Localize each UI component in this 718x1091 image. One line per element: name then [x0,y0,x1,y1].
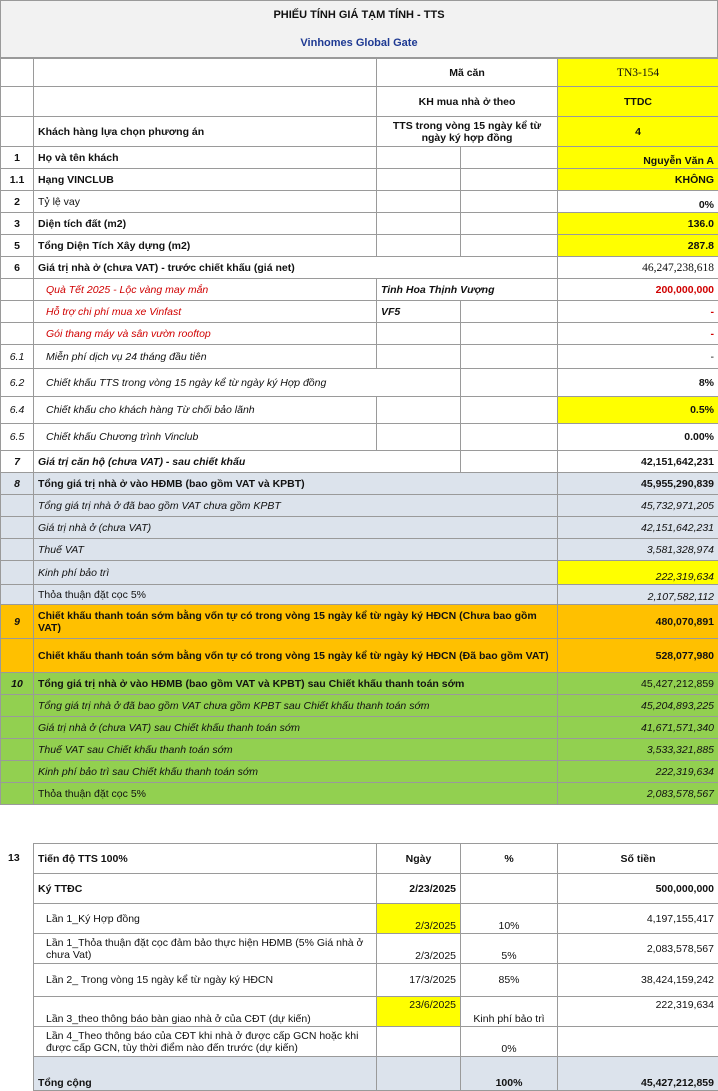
row-label: Tổng giá trị nhà ở đã bao gồm VAT chưa gồm KPBT [34,495,558,517]
row-label: Kinh phí bảo trì [34,561,558,585]
free-service-value: - [558,345,718,369]
schedule-label: Ký TTĐC [34,874,377,904]
row-no: 7 [1,451,34,473]
row-label: Chiết khấu thanh toán sớm bằng vốn tự có trong vòng 15 ngày kể từ ngày ký HĐCN (Chưa bao gồm VAT) [34,605,558,639]
header-date: Ngày [377,844,461,874]
row-price-no-vat [1,517,718,539]
row-price-after-discount [1,451,718,473]
row-land-area [1,213,718,235]
header-pct: % [461,844,558,874]
schedule-row [34,904,718,934]
schedule-pct: 5% [461,934,558,964]
cell-empty [1,517,34,539]
price-novat-after-early-value: 41,671,571,340 [558,717,718,739]
schedule-row [34,874,718,904]
maintenance-after-early-value: 222,319,634 [558,761,718,783]
schedule-pct [461,874,558,904]
total-vat-after-early-value: 45,204,893,225 [558,695,718,717]
schedule-pct: 10% [461,904,558,934]
row-total-hdmb [1,473,718,495]
row-discount-guarantee [1,397,718,424]
row-price-novat-after-early [1,717,718,739]
header-label: Tiến độ TTS 100% [34,844,377,874]
row-total-vat-no-kpbt [1,495,718,517]
schedule-row [34,1027,718,1057]
row-kh [1,87,718,117]
cell-empty [1,695,34,717]
cell-empty [377,147,461,169]
gift-vinfast-option[interactable]: VF5 [377,301,461,323]
project-name [0,29,718,58]
row-no: 6.5 [1,424,34,451]
schedule-row [34,997,718,1027]
discount-tts-value: 8% [558,369,718,397]
early-discount-vat-value: 528,077,980 [558,639,718,673]
schedule-label: Lần 2_ Trong vòng 15 ngày kể từ ngày ký HĐCN [34,964,377,997]
cell-empty [1,323,34,345]
row-vat-after-early [1,739,718,761]
row-deposit-after-early [1,783,718,805]
vinclub-value[interactable]: KHÔNG [558,169,718,191]
schedule-total [34,1057,718,1091]
schedule-label: Lần 3_theo thông báo bàn giao nhà ở của CĐT (dự kiến) [34,997,377,1027]
row-label: Chiết khấu cho khách hàng Từ chối bảo lãnh [34,397,377,424]
row-label: Thuế VAT [34,539,558,561]
row-no: 8 [1,473,34,495]
cell-empty [1,59,34,87]
cell-empty [377,397,461,424]
row-loan-rate [1,191,718,213]
land-area-value[interactable]: 136.0 [558,213,718,235]
cell-empty [461,369,558,397]
cell-empty [1,585,34,605]
row-label: Quà Tết 2025 - Lộc vàng may mắn [34,279,377,301]
cell-empty [461,147,558,169]
row-label: Họ và tên khách [34,147,377,169]
schedule-amount: 500,000,000 [558,874,718,904]
row-label: Chiết khấu TTS trong vòng 15 ngày kể từ ngày ký Hợp đồng [34,369,461,397]
row-no: 1 [1,147,34,169]
row-label: Thỏa thuận đặt cọc 5% [34,585,558,605]
discount-vinclub-value: 0.00% [558,424,718,451]
row-label: Chiết khấu thanh toán sớm bằng vốn tự có trong vòng 15 ngày kể từ ngày ký HĐCN (Đã bao gồm VAT) [34,639,558,673]
row-gift-rooftop [1,323,718,345]
cell-empty [377,323,461,345]
row-no: 6.4 [1,397,34,424]
schedule-date[interactable]: 2/3/2025 [377,904,461,934]
maintenance-value[interactable]: 222,319,634 [558,561,718,585]
cell-empty [1,495,34,517]
sheet-title [0,0,718,30]
row-discount-tts [1,369,718,397]
schedule-date[interactable]: 23/6/2025 [377,997,461,1027]
cell-empty [461,424,558,451]
schedule-label: Lần 4_Theo thông báo của CĐT khi nhà ở được cấp GCN hoặc khi được cấp GCN, tùy thời điểm nào đến trước (dự kiến) [34,1027,377,1057]
cell-empty [377,345,461,369]
kh-value[interactable]: TTDC [558,87,718,117]
row-no: 10 [1,673,34,695]
cell-empty [461,235,558,257]
build-area-value[interactable]: 287.8 [558,235,718,257]
vat-value: 3,581,328,974 [558,539,718,561]
cell-empty [1,301,34,323]
row-no: 6.2 [1,369,34,397]
row-label: Giá trị nhà ở (chưa VAT) - trước chiết khấu (giá net) [34,257,558,279]
schedule-date[interactable]: 17/3/2025 [377,964,461,997]
gift-tet-option[interactable]: Tinh Hoa Thịnh Vượng [377,279,558,301]
row-free-service [1,345,718,369]
cell-empty [1,739,34,761]
row-maintenance [1,561,718,585]
net-price-value: 46,247,238,618 [558,257,718,279]
schedule-pct: 0% [461,1027,558,1057]
schedule-amount [558,1027,718,1057]
loan-rate-value[interactable]: 0% [558,191,718,213]
ma-can-label: Mã căn [377,59,558,87]
schedule-amount: 222,319,634 [558,997,718,1027]
cell-empty [1,87,34,117]
row-gift-vinfast [1,301,718,323]
cell-empty [461,323,558,345]
row-label: Tổng giá trị nhà ở đã bao gồm VAT chưa gồm KPBT sau Chiết khấu thanh toán sớm [34,695,558,717]
gift-rooftop-value: - [558,323,718,345]
row-label: Tổng giá trị nhà ở vào HĐMB (bao gồm VAT và KPBT) [34,473,558,495]
row-vinclub [1,169,718,191]
row-label: Diện tích đất (m2) [34,213,377,235]
deposit-after-early-value: 2,083,578,567 [558,783,718,805]
row-discount-vinclub [1,424,718,451]
option-value[interactable]: 4 [558,117,718,147]
schedule-date[interactable] [377,1027,461,1057]
row-label: Hạng VINCLUB [34,169,377,191]
cell-empty [461,213,558,235]
row-label: Tỷ lệ vay [34,191,377,213]
schedule-table [33,843,718,1091]
row-early-discount-novat [1,605,718,639]
schedule-row [34,964,718,997]
customer-name-value[interactable]: Nguyễn Văn A [558,147,718,169]
discount-guarantee-value[interactable]: 0.5% [558,397,718,424]
project-name-text: Vinhomes Global Gate [300,37,417,49]
cell-empty [1,117,34,147]
option-desc: TTS trong vòng 15 ngày kể từ ngày ký hợp đồng [377,117,558,147]
schedule-amount: 4,197,155,417 [558,904,718,934]
row-maintenance-after-early [1,761,718,783]
option-label: Khách hàng lựa chọn phương án [34,117,377,147]
row-label: Giá trị nhà ở (chưa VAT) sau Chiết khấu thanh toán sớm [34,717,558,739]
price-table [0,58,718,805]
row-label: Tổng Diện Tích Xây dựng (m2) [34,235,377,257]
row-label: Miễn phí dịch vụ 24 tháng đầu tiên [34,345,377,369]
row-label: Giá trị căn hộ (chưa VAT) - sau chiết khấu [34,451,461,473]
cell-empty [1,561,34,585]
total-after-early-value: 45,427,212,859 [558,673,718,695]
row-total-vat-after-early [1,695,718,717]
cell-empty [461,397,558,424]
cell-empty [461,169,558,191]
gift-vinfast-value: - [558,301,718,323]
row-label: Hỗ trợ chi phí mua xe Vinfast [34,301,377,323]
schedule-date[interactable]: 2/3/2025 [377,934,461,964]
vat-after-early-value: 3,533,321,885 [558,739,718,761]
row-label: Thỏa thuận đặt cọc 5% [34,783,558,805]
row-net-price [1,257,718,279]
cell-empty [377,213,461,235]
row-no: 5 [1,235,34,257]
schedule-pct: 85% [461,964,558,997]
row-label: Giá trị nhà ở (chưa VAT) [34,517,558,539]
row-label: Thuế VAT sau Chiết khấu thanh toán sớm [34,739,558,761]
schedule-date[interactable]: 2/23/2025 [377,874,461,904]
row-ma-can [1,59,718,87]
cell-empty [34,59,377,87]
sheet-title-text: PHIẾU TÍNH GIÁ TẠM TÍNH - TTS [273,9,444,21]
total-hdmb-value: 45,955,290,839 [558,473,718,495]
kh-label: KH mua nhà ở theo [377,87,558,117]
row-option [1,117,718,147]
row-no: 1.1 [1,169,34,191]
row-label: Chiết khấu Chương trình Vinclub [34,424,377,451]
total-label: Tổng cộng [34,1057,377,1091]
cell-empty [461,451,558,473]
cell-empty [34,87,377,117]
row-no: 3 [1,213,34,235]
cell-empty [461,345,558,369]
cell-empty [377,191,461,213]
cell-empty [1,279,34,301]
cell-empty [461,301,558,323]
total-pct: 100% [461,1057,558,1091]
row-early-discount-vat [1,639,718,673]
schedule-number: 13 [8,852,20,864]
row-customer-name [1,147,718,169]
schedule-header [34,844,718,874]
total-vat-no-kpbt-value: 45,732,971,205 [558,495,718,517]
cell-empty [377,169,461,191]
row-no: 6 [1,257,34,279]
ma-can-value[interactable]: TN3-154 [558,59,718,87]
cell-empty [377,424,461,451]
cell-empty [1,717,34,739]
cell-empty [1,539,34,561]
schedule-amount: 2,083,578,567 [558,934,718,964]
cell-empty [461,191,558,213]
row-build-area [1,235,718,257]
cell-empty [377,1057,461,1091]
row-gift-tet [1,279,718,301]
gift-tet-value: 200,000,000 [558,279,718,301]
row-vat [1,539,718,561]
schedule-label: Lần 1_Ký Hợp đồng [34,904,377,934]
total-amount: 45,427,212,859 [558,1057,718,1091]
row-label: Gói thang máy và sân vườn rooftop [34,323,377,345]
price-no-vat-value: 42,151,642,231 [558,517,718,539]
row-no: 6.1 [1,345,34,369]
row-no: 2 [1,191,34,213]
row-label: Kinh phí bảo trì sau Chiết khấu thanh toán sớm [34,761,558,783]
schedule-amount: 38,424,159,242 [558,964,718,997]
price-after-discount-value: 42,151,642,231 [558,451,718,473]
cell-empty [377,235,461,257]
early-discount-novat-value: 480,070,891 [558,605,718,639]
row-label: Tổng giá trị nhà ở vào HĐMB (bao gồm VAT và KPBT) sau Chiết khấu thanh toán sớm [34,673,558,695]
deposit-value: 2,107,582,112 [558,585,718,605]
cell-empty [1,761,34,783]
row-deposit [1,585,718,605]
cell-empty [1,783,34,805]
schedule-pct: Kinh phí bảo trì [461,997,558,1027]
schedule-row [34,934,718,964]
row-no: 9 [1,605,34,639]
cell-empty [1,639,34,673]
row-total-after-early [1,673,718,695]
schedule-label: Lần 1_Thỏa thuận đặt cọc đảm bảo thực hiện HĐMB (5% Giá nhà ở chưa Vat) [34,934,377,964]
header-amount: Số tiền [558,844,718,874]
